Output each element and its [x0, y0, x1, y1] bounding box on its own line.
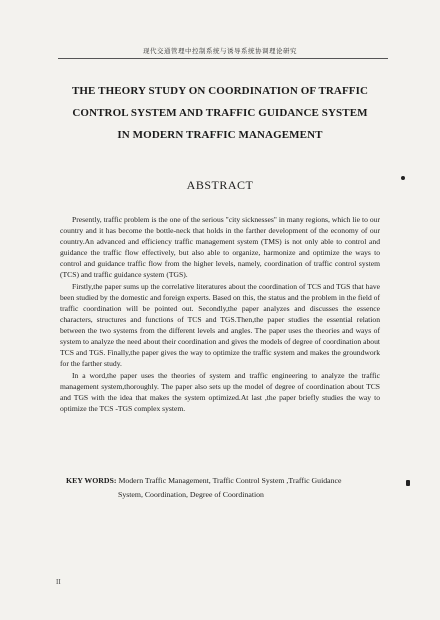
abstract-paragraph-3: In a word,the paper uses the theories of system and traffic engineering to analyze the traffic management system,thoroughly. The paper also sets up the model of degree of coordination about TCS and TGS with the idea that makes the system optimized.At last ,the paper briefly studies the way to optimize the TCS -TGS complex system. — [60, 371, 380, 413]
title-line-1: THE THEORY STUDY ON COORDINATION OF TRAFFIC — [71, 85, 369, 97]
header-rule — [58, 58, 388, 59]
page-number: II — [56, 578, 61, 586]
abstract-heading: ABSTRACT — [186, 178, 254, 192]
margin-mark — [401, 176, 405, 180]
keywords-line-2: System, Coordination, Degree of Coordination — [118, 490, 264, 499]
title-line-3: IN MODERN TRAFFIC MANAGEMENT — [117, 129, 323, 141]
title-line-2: CONTROL SYSTEM AND TRAFFIC GUIDANCE SYSTEM — [72, 107, 368, 119]
abstract-body — [60, 214, 380, 414]
keywords-line-1: Modern Traffic Management, Traffic Control System ,Traffic Guidance — [118, 476, 342, 485]
keywords-block — [66, 474, 384, 502]
margin-mark — [406, 480, 410, 486]
abstract-paragraph-1: Presently, traffic problem is the one of the serious "city sicknesses" in many regions, which lie to our country and it has become the bottle-neck that holds in the farther development of the economy of our country.An advanced and efficiency traffic management system (TMS) is not only able to control and guidance the traffic flow effectively, but also able to organize, harmonize and optimize the ways to control and guidance traffic flow from the higher levels, namely, coordination of traffic control system (TCS) and traffic guidance system (TGS). — [60, 215, 380, 279]
keywords-label: KEY WORDS: — [66, 476, 117, 485]
abstract-paragraph-2: Firstly,the paper sums up the correlative literatures about the coordination of TCS and TGS that have been studied by the domestic and foreign experts. Based on this, the status and the problem in the field of traffic coordination will be pointed out. Secondly,the paper analyzes and discusses the essence characters, structures and functions of TCS and TGS.Then,the paper studies the essential relation between the two systems from the different levels and angles. The paper uses the theories and ways of system to analyze the need about their coordination and gives the models of degree of coordination about TCS and TGS. Finally,the paper gives the way to optimize the traffic system and makes the groundwork for the farther study. — [60, 282, 380, 368]
paper-title — [40, 80, 400, 146]
running-header: 现代交通管理中控制系统与诱导系统协调理论研究 — [143, 48, 297, 55]
